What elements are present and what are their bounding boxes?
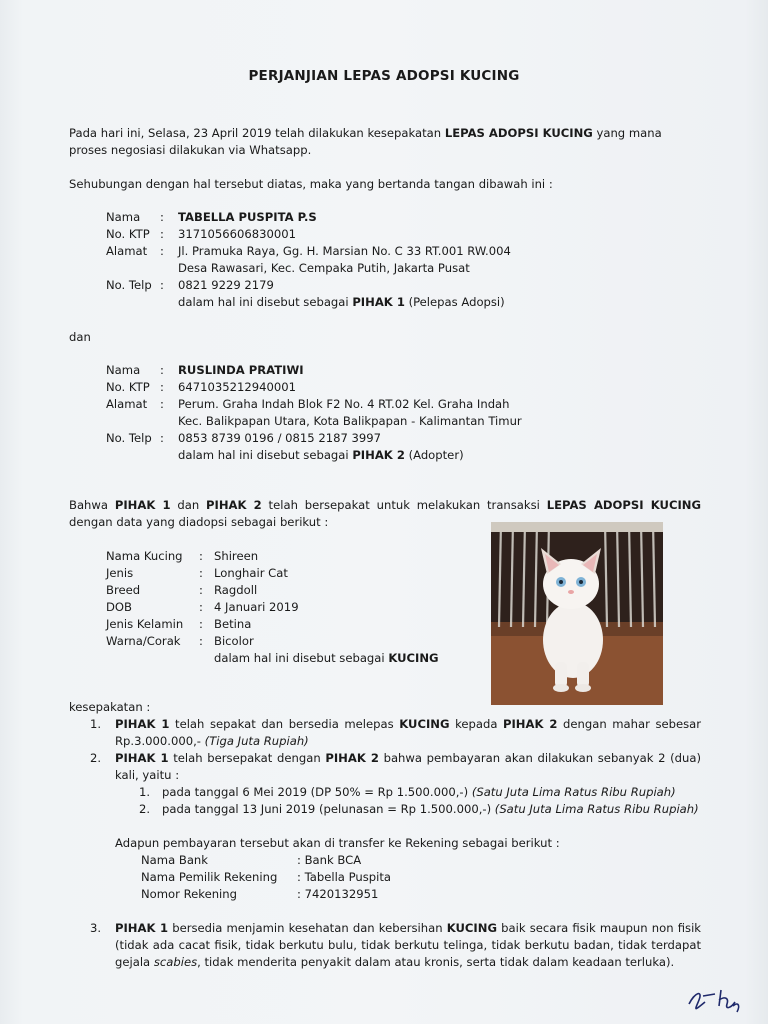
document-page: PERJANJIAN LEPAS ADOPSI KUCING Pada hari ini, Selasa, 23 April 2019 telah dilakukan kesepakatan LEPAS ADOPSI KUCING yang mana proses negosiasi dilakukan via Whatsapp. Sehubungan dengan hal tersebut diatas, maka yang bertanda tangan dibawah ini : Nama : TABELLA PUSPITA P.S No. KTP : 3171056606830001 Alamat : Jl. Pramuka Raya, Gg. H. Marsian No. C 33 RT.001 RW.004 Desa Rawasari, Kec. Cempaka Putih, Jakarta Pusat No. Telp : 0821 9229 2179 dalam hal ini disebut sebagai PIHAK 1 (Pelepas Adopsi) dan Nama : RUSLINDA PRATIWI No. KTP : 6471035212940001 Alamat : Perum. Graha Indah Blok F2 No. 4 RT.02 Kel. Graha Indah Kec. Balikpapan Utara, Kota Balikpapan - Kalimantan Timur No. Telp : 0853 8739 0196 / 0815 2187 3997 dalam hal ini disebut sebagai PIHAK 2 (Adopter) Bahwa PIHAK 1 dan PIHAK 2 telah bersepakat untuk melakukan transaksi LEPAS ADOPSI KUCING dengan data yang diadopsi sebagai berikut : Nama Kucing : Shireen Jenis : Longhair Cat Breed : Ragdoll DOB : 4 Januari 2019 Jenis Kelamin : Betina Warna/Corak : Bicolor dalam hal ini disebut sebagai KUCING kesepakatan : 1. PIHAK 1 telah sepakat dan bersedia melepas KUCING kepada PIHAK 2 dengan mahar sebesar Rp.3.000.000,- (Tiga Juta Rupiah) 2. PIHAK 1 telah bersepakat dengan PIHAK 2 bahwa pembayaran akan dilakukan sebanyak 2 (dua) kali, yaitu : 1. pada tanggal 6 Mei 2019 (DP 50% = Rp 1.500.000,-) (Satu Juta Lima Ratus Ribu Rupiah) 2. pada tanggal 13 Juni 2019 (pelunasan = Rp 1.500.000,-) (Satu Juta Lima Ratus Ribu Rupiah) Adapun pembayaran tersebut akan di transfer ke Rekening sebagai berikut : Nama Bank : Bank BCA Nama Pemilik Rekening : Tabella Puspita Nomor Rekening : 7420132951 3. PIHAK 1 bersedia menjamin kesehatan dan kebersihan KUCING baik secara fisik maupun non fisik (tidak ada cacat fisik, tidak berkutu bulu, tidak berkutu telinga, tidak berkutu badan, tidak terdapat gejala scabies, tidak menderita penyakit dalam atau kronis, serta tidak dalam keadaan terluka). — [0, 0, 768, 1024]
label-name: Nama — [106, 210, 141, 224]
label-name: Nama — [106, 363, 141, 377]
term-3: PIHAK 1 bersedia menjamin kesehatan dan kebersihan KUCING baik secara fisik maupun non fisik (tidak ada cacat fisik, tidak berkutu bulu, tidak berkutu telinga, tidak berkutu badan, tidak terdapat gejala scabies, tidak menderita penyakit dalam atau kronis, serta tidak dalam keadaan terluka). — [115, 921, 702, 969]
party2-address-line2: Kec. Balikpapan Utara, Kota Balikpapan - Kalimantan Timur — [178, 414, 522, 428]
term-1: PIHAK 1 telah sepakat dan bersedia melepas KUCING kepada PIHAK 2 dengan mahar sebesar Rp.3.000.000,- (Tiga Juta Rupiah) — [115, 717, 702, 748]
party1-address-line1: Jl. Pramuka Raya, Gg. H. Marsian No. C 33 RT.001 RW.004 — [178, 244, 511, 258]
cat-type: Longhair Cat — [214, 566, 288, 580]
payment-2: pada tanggal 13 Juni 2019 (pelunasan = Rp 1.500.000,-) (Satu Juta Lima Ratus Ribu Rupiah) — [162, 802, 699, 816]
party2-role: dalam hal ini disebut sebagai PIHAK 2 (Adopter) — [178, 448, 464, 462]
label-ktp: No. KTP — [106, 227, 150, 241]
cat-breed: Ragdoll — [214, 583, 258, 597]
and-text: dan — [69, 330, 91, 344]
party1-address-line2: Desa Rawasari, Kec. Cempaka Putih, Jakarta Pusat — [178, 261, 470, 275]
intro-paragraph: Pada hari ini, Selasa, 23 April 2019 telah dilakukan kesepakatan LEPAS ADOPSI KUCING yang mana proses negosiasi dilakukan via Whatsapp. — [69, 126, 662, 157]
label-address: Alamat — [106, 244, 148, 258]
term-2: PIHAK 1 telah bersepakat dengan PIHAK 2 bahwa pembayaran akan dilakukan sebanyak 2 (dua) kali, yaitu : — [115, 751, 702, 782]
label-phone: No. Telp — [106, 278, 152, 292]
account-number: : 7420132951 — [297, 887, 379, 901]
party1-phone: 0821 9229 2179 — [178, 278, 274, 292]
transfer-intro: Adapun pembayaran tersebut akan di transfer ke Rekening sebagai berikut : — [115, 836, 560, 850]
terms-heading: kesepakatan : — [69, 700, 151, 714]
agreement-intro: Bahwa PIHAK 1 dan PIHAK 2 telah bersepakat untuk melakukan transaksi LEPAS ADOPSI KUCING dengan data yang diadopsi sebagai berikut : — [69, 498, 701, 529]
party1-name: TABELLA PUSPITA P.S — [178, 210, 317, 224]
label-address: Alamat — [106, 397, 148, 411]
document-title: PERJANJIAN LEPAS ADOPSI KUCING — [248, 68, 520, 84]
party2-ktp: 6471035212940001 — [178, 380, 297, 394]
cat-dob: 4 Januari 2019 — [214, 600, 299, 614]
account-owner: : Tabella Puspita — [297, 870, 391, 884]
party1-role: dalam hal ini disebut sebagai PIHAK 1 (Pelepas Adopsi) — [178, 295, 505, 309]
label-ktp: No. KTP — [106, 380, 150, 394]
party2-phone: 0853 8739 0196 / 0815 2187 3997 — [178, 431, 382, 445]
connector-text: Sehubungan dengan hal tersebut diatas, maka yang bertanda tangan dibawah ini : — [69, 177, 553, 191]
payment-1: pada tanggal 6 Mei 2019 (DP 50% = Rp 1.500.000,-) (Satu Juta Lima Ratus Ribu Rupiah) — [162, 785, 676, 799]
cat-sex: Betina — [214, 617, 252, 631]
bank-name: : Bank BCA — [297, 853, 362, 867]
cat-photo-illustration — [491, 522, 663, 705]
cat-role: dalam hal ini disebut sebagai KUCING — [214, 651, 439, 665]
cat-photo — [491, 522, 663, 705]
cat-color: Bicolor — [214, 634, 254, 648]
signature-initials — [685, 982, 745, 1018]
cat-name: Shireen — [214, 549, 259, 563]
party2-address-line1: Perum. Graha Indah Blok F2 No. 4 RT.02 Kel. Graha Indah — [178, 397, 510, 411]
label-phone: No. Telp — [106, 431, 152, 445]
party1-ktp: 3171056606830001 — [178, 227, 297, 241]
party2-name: RUSLINDA PRATIWI — [178, 363, 304, 377]
